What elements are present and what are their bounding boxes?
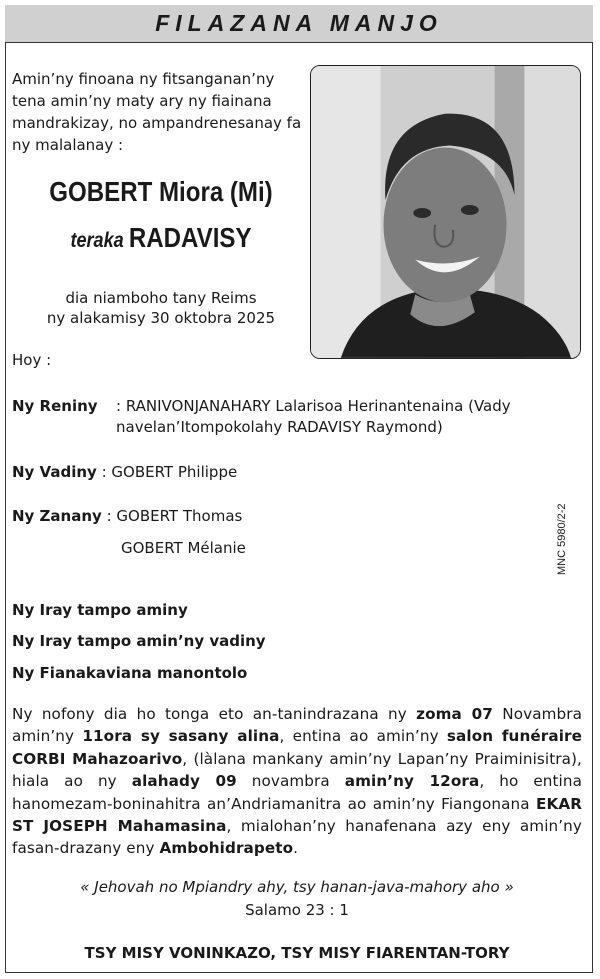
portrait-photo [310, 65, 581, 359]
child-2: GOBERT Mélanie [121, 539, 246, 557]
mother-label: Ny Reniny [12, 397, 98, 415]
deceased-name: GOBERT Miora (Mi) [49, 176, 273, 207]
maiden-name-line [33, 222, 289, 254]
death-info [12, 288, 310, 328]
child-1: : GOBERT Thomas [101, 507, 243, 525]
death-date: ny alakamisy 30 oktobra 2025 [46, 309, 276, 327]
notice-title: FILAZANA MANJO [5, 5, 593, 43]
portrait-illustration [311, 66, 580, 358]
mother-entry [12, 396, 582, 436]
hoy-label: Hoy : [12, 351, 52, 369]
spouse-entry [12, 462, 237, 483]
nee-prefix: teraka [70, 229, 124, 252]
relatives-line-3: Ny Fianakaviana manontolo [12, 664, 248, 682]
spouse-value: : GOBERT Philippe [96, 463, 238, 481]
bible-reference: Salamo 23 : 1 [245, 901, 349, 919]
footer-note: TSY MISY VONINKAZO, TSY MISY FIARENTAN-TORY [84, 944, 510, 962]
bible-quote: « Jehovah no Mpiandry ahy, tsy hanan-java-mahory aho » [80, 878, 514, 896]
relatives-line-1: Ny Iray tampo aminy [12, 601, 188, 619]
spouse-label: Ny Vadiny [12, 463, 97, 481]
children-entry [12, 506, 242, 527]
relatives-line-2: Ny Iray tampo amin’ny vadiny [12, 632, 266, 650]
intro-text: Amin’ny finoana ny fitsanganan’ny tena amin’ny maty ary ny fiainana mandrakizay, no ampandrenesanay fa ny malalanay : [12, 70, 302, 154]
maiden-name: RADAVISY [128, 222, 252, 253]
funeral-details: Ny nofony dia ho tonga eto an-tanindrazana ny zoma 07 Novambra amin’ny 11ora sy sasany alina, entina ao amin’ny salon funéraire CORBI Mahazoarivo, (làlana mankany amin’ny Lapan’ny Praiminisitra), hiala ao ny alahady 09 novambra amin’ny 12ora, ho entina hanomezam-boninahitra an’Andriamanitra ao amin’ny Fiangonana EKAR ST JOSEPH Mahamasina, mialohan’ny hanafenana azy eny amin’ny fasan-drazany eny Ambohidrapeto. [12, 705, 583, 858]
death-place: dia niamboho tany Reims [65, 289, 257, 307]
mother-value: : RANIVONJANAHARY Lalarisoa Herinantenaina (Vady navelan’Itompokolahy RADAVISY Raymond) [116, 397, 511, 436]
children-label: Ny Zanany [12, 507, 102, 525]
reference-code: MNC 5980/2-2 [556, 503, 568, 575]
